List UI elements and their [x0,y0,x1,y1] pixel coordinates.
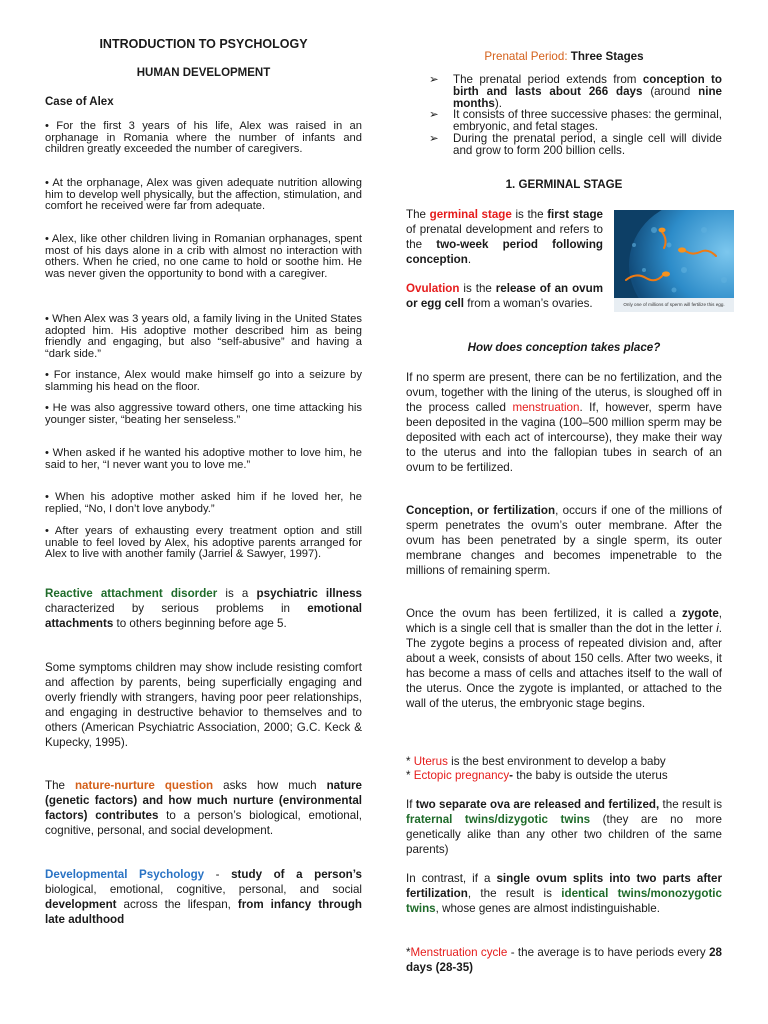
case-bullet: • At the orphanage, Alex was given adequate nutrition allowing him to develop well physically, but the affection, stimulation, and comfort he received were far from adequate. [45,177,362,213]
ectopic-note: * Ectopic pregnancy- the baby is outside the uterus [406,769,668,782]
arrow-bullet-icon: ➢ [429,131,439,145]
prenatal-heading: Prenatal Period: Three Stages [484,50,644,63]
rad-definition: Reactive attachment disorder is a psychiatric illness characterized by serious problems in emotional attachments to others beginning before age 5. [45,587,363,630]
section-subtitle: HUMAN DEVELOPMENT [136,67,271,79]
case-bullet: • He was also aggressive toward others, one time attacking his younger sister, “beating her senseless.” [45,402,362,426]
conception-paragraph: Conception, or fertilization, occurs if one of the millions of sperm penetrates the ovum’s outer membrane. After the ovum has been penetrated by a single sperm, its outer membrane changes and becomes impenetrable to the millions of remaining sperm. [406,504,722,577]
nature-nurture-paragraph: The nature-nurture question asks how much nature (genetic factors) and how much nurture (environmental factors) contributes to a person’s biological, emotional, cognitive, personal, and social development. [45,779,362,837]
page-title: INTRODUCTION TO PSYCHOLOGY [99,37,308,51]
image-caption: Only one of millions of sperm will fertilize this egg. [614,298,734,312]
germinal-definition: The germinal stage is the first stage of prenatal development and refers to the two-week period following conception. [406,208,603,266]
case-bullet: • When his adoptive mother asked him if he loved her, he replied, “No, I don’t love anybody.” [45,491,362,515]
prenatal-list [429,74,722,157]
germinal-stage-heading: 1. GERMINAL STAGE [505,178,623,191]
no-sperm-paragraph: If no sperm are present, there can be no fertilization, and the ovum, together with the lining of the uterus, is sloughed off in the process called menstruation. If, however, sperm have been deposited in the vagina (100–500 million sperm may be deposited with each act of intercourse), they make their way to the uterus and into the fallopian tubes in search of an ovum to be fertilized. [406,371,723,474]
zygote-paragraph: Once the ovum has been fertilized, it is called a zygote, which is a single cell that is smaller than the dot in the letter i. The zygote begins a process of repeated division and, after about a week, consists of about 150 cells. After two weeks, it has become a mass of cells and attaches itself to the wall of the uterus. Once the zygote is implanted, or attached to the wall of the uterus, the embryonic stage begins. [406,607,722,710]
case-bullet: • Alex, like other children living in Romanian orphanages, spent most of his days alone in a crib with almost no interaction with others. When he cried, no one came to hold or soothe him. He was never given the opportunity to bond with a caregiver. [45,233,362,280]
prenatal-list-item: ➢ During the prenatal period, a single cell will divide and grow to form 200 billion cells. [429,131,722,157]
uterus-note: * Uterus is the best environment to develop a baby [406,755,666,768]
sperm-egg-image [614,210,734,312]
case-bullet: • After years of exhausting every treatment option and still unable to feel loved by Alex, his adoptive parents arranged for Alex to live with another family (Jarriel & Sawyer, 1997). [45,525,362,561]
prenatal-list-item: ➢ The prenatal period extends from conception to birth and lasts about 266 days (around nine months). [429,73,722,110]
case-bullet: • When asked if he wanted his adoptive mother to love him, he said to her, “I never want you to love me.” [45,447,362,471]
arrow-bullet-icon: ➢ [429,108,439,122]
developmental-psychology-paragraph: Developmental Psychology - study of a person’s biological, emotional, cognitive, personal, and social development across the lifespan, from infancy through late adulthood [45,868,362,926]
case-bullet: • For instance, Alex would make himself go into a seizure by slamming his head on the floor. [45,369,362,393]
case-bullet: • For the first 3 years of his life, Alex was raised in an orphanage in Romania where the number of infants and children greatly exceeded the number of caregivers. [45,120,362,156]
ovulation-definition: Ovulation is the release of an ovum or egg cell from a woman’s ovaries. [406,282,603,310]
symptoms-paragraph: Some symptoms children may show include resisting comfort and affection by parents, being superficially engaging and overly friendly with strangers, having poor peer relationships, and engaging in destructive behavior to themselves and to others (American Psychiatric Association, 2000; G.C. Keck & Kupecky, 1995). [45,661,362,749]
arrow-bullet-icon: ➢ [429,73,439,86]
case-bullet: • When Alex was 3 years old, a family living in the United States adopted him. His adoptive mother described him as being friendly and engaging, but also “self-abusive” and having a “dark side.” [45,313,362,360]
fraternal-twins-paragraph: If two separate ova are released and fertilized, the result is fraternal twins/dizygotic twins (they are no more genetically alike than any other two children of the same parents) [406,798,722,856]
conception-question: How does conception takes place? [467,341,661,354]
identical-twins-paragraph: In contrast, if a single ovum splits into two parts after fertilization, the result is identical twins/monozygotic twins, whose genes are almost indistinguishable. [406,872,722,915]
menstruation-cycle-note: *Menstruation cycle - the average is to have periods every 28 days (28-35) [406,946,722,974]
case-heading: Case of Alex [45,96,114,108]
prenatal-list-item: ➢ It consists of three successive phases: the germinal, embryonic, and fetal stages. [429,108,722,134]
